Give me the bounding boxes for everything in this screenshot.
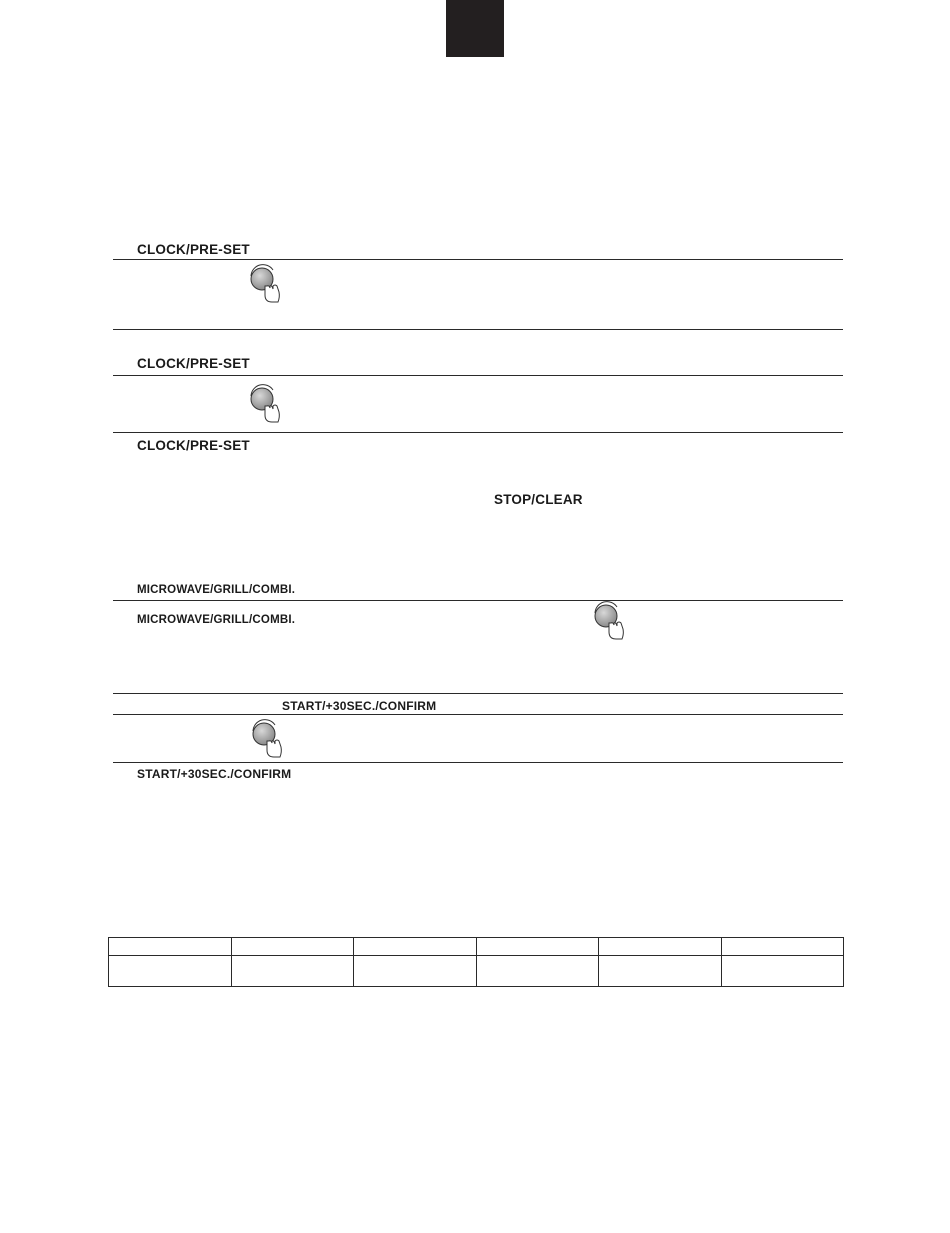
table-cell bbox=[476, 956, 599, 987]
clock-preset-label-1: CLOCK/PRE-SET bbox=[137, 242, 250, 257]
dial-knob-hand-icon bbox=[248, 384, 282, 424]
table-cell bbox=[721, 938, 844, 956]
clock-preset-label-3: CLOCK/PRE-SET bbox=[137, 438, 250, 453]
page-header-tab bbox=[446, 0, 504, 57]
clock-preset-label-2: CLOCK/PRE-SET bbox=[137, 356, 250, 371]
divider-7 bbox=[113, 714, 843, 715]
start-confirm-label-1: START/+30SEC./CONFIRM bbox=[282, 699, 437, 713]
mw-grill-combi-label-1: MICROWAVE/GRILL/COMBI. bbox=[137, 584, 296, 596]
table-cell bbox=[721, 956, 844, 987]
divider-1 bbox=[113, 259, 843, 260]
stop-clear-label: STOP/CLEAR bbox=[494, 492, 583, 507]
table-cell bbox=[599, 956, 722, 987]
start-confirm-label-2: START/+30SEC./CONFIRM bbox=[137, 767, 292, 781]
divider-2 bbox=[113, 329, 843, 330]
divider-5 bbox=[113, 600, 843, 601]
divider-3 bbox=[113, 375, 843, 376]
table-cell bbox=[109, 956, 232, 987]
mw-grill-combi-label-2: MICROWAVE/GRILL/COMBI. bbox=[137, 614, 296, 626]
table-cell bbox=[599, 938, 722, 956]
dial-knob-hand-icon bbox=[250, 719, 284, 759]
table-cell bbox=[354, 956, 477, 987]
dial-knob-hand-icon bbox=[248, 264, 282, 304]
divider-4 bbox=[113, 432, 843, 433]
dial-knob-hand-icon bbox=[592, 601, 626, 641]
table-cell bbox=[476, 938, 599, 956]
divider-6 bbox=[113, 693, 843, 694]
settings-table bbox=[108, 937, 844, 987]
table-cell bbox=[109, 938, 232, 956]
table-cell bbox=[354, 938, 477, 956]
table-cell bbox=[231, 938, 354, 956]
table-cell bbox=[231, 956, 354, 987]
table-row bbox=[109, 956, 844, 987]
table-header-row bbox=[109, 938, 844, 956]
divider-8 bbox=[113, 762, 843, 763]
